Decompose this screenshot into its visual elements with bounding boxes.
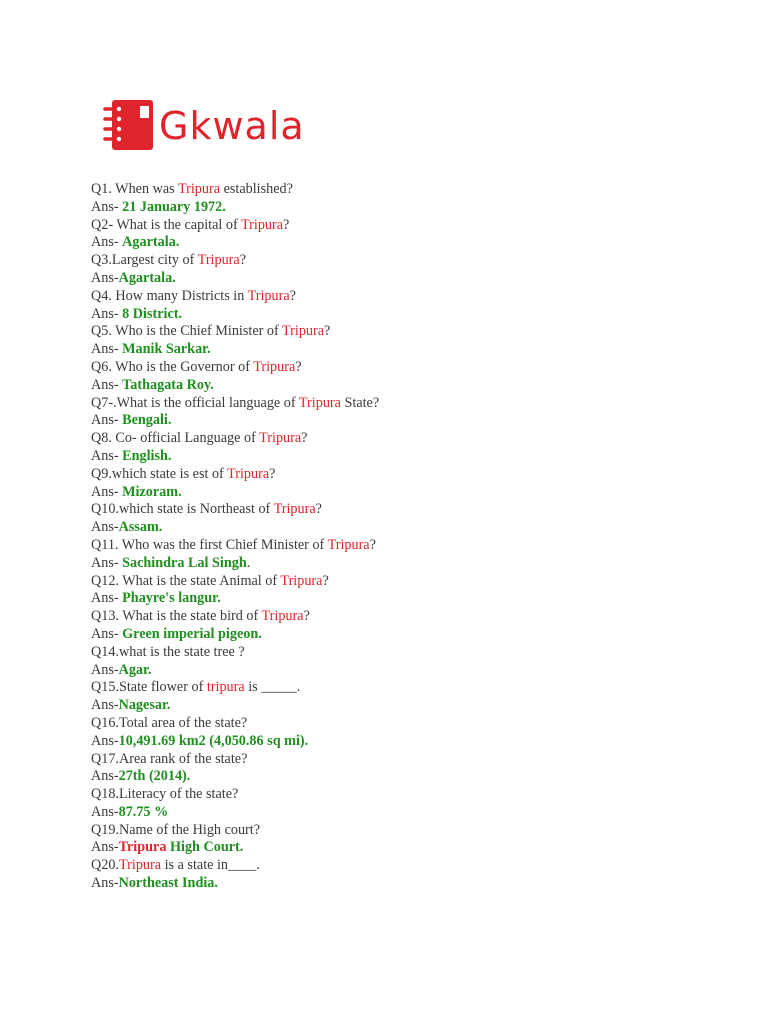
question-text: Q1. When was <box>91 181 178 197</box>
question-text-end: ? <box>289 287 296 304</box>
answer-9 <box>91 484 731 502</box>
answer-prefix: Ans- <box>91 554 123 571</box>
question-10 <box>91 501 731 519</box>
answer-16 <box>91 733 731 751</box>
answer-10 <box>91 519 731 537</box>
answer-text: High Court. <box>166 839 244 856</box>
question-text-end: State? <box>340 394 380 411</box>
question-text: Q9.which state is est of <box>91 465 228 482</box>
qa-list <box>91 181 731 893</box>
answer-15 <box>91 697 731 715</box>
question-text-end: ? <box>303 608 310 625</box>
answer-text: Agartala. <box>118 269 176 286</box>
question-text: Q2- What is the capital of <box>91 216 241 233</box>
question-state-name: Tripura <box>280 572 323 589</box>
answer-suffix: . <box>246 554 251 571</box>
question-state-name: Tripura <box>261 608 304 625</box>
answer-text: Nagesar. <box>118 697 171 714</box>
question-11 <box>91 537 731 555</box>
answer-text: Tathagata Roy. <box>122 376 214 393</box>
question-state-name: Tripura <box>247 287 290 304</box>
question-text-end: is _____. <box>244 679 301 696</box>
question-text-end: ? <box>369 536 376 553</box>
question-text-end: ? <box>301 430 308 447</box>
answer-text: 87.75 % <box>118 803 169 820</box>
question-text-end: ? <box>269 465 276 482</box>
answer-prefix: Ans- <box>91 661 119 678</box>
answer-prefix: Ans- <box>91 305 123 322</box>
answer-4 <box>91 306 731 324</box>
question-8 <box>91 430 731 448</box>
answer-5 <box>91 341 731 359</box>
question-text: Q4. How many Districts in <box>91 287 248 304</box>
answer-prefix: Ans- <box>91 234 123 251</box>
question-4 <box>91 288 731 306</box>
answer-prefix: Ans- <box>91 447 123 464</box>
question-7 <box>91 395 731 413</box>
question-3 <box>91 252 731 270</box>
question-text-end: ? <box>324 323 331 340</box>
answer-13 <box>91 626 731 644</box>
question-15 <box>91 679 731 697</box>
question-text: Q19.Name of the High court? <box>91 821 261 838</box>
question-text: Q13. What is the state bird of <box>91 608 262 625</box>
answer-text: English. <box>122 447 172 464</box>
question-state-name: Tripura <box>259 430 302 447</box>
question-text: Q18.Literacy of the state? <box>91 786 239 803</box>
question-text: Q12. What is the state Animal of <box>91 572 281 589</box>
answer-prefix: Ans- <box>91 269 119 286</box>
question-text: Q7-.What is the official language of <box>91 394 299 411</box>
question-17 <box>91 751 731 769</box>
question-state-name: Tripura <box>177 181 221 197</box>
answer-prefix: Ans- <box>91 803 119 820</box>
question-state-name: tripura <box>206 679 245 696</box>
answer-7 <box>91 412 731 430</box>
answer-text: Sachindra Lal Singh <box>122 554 247 571</box>
question-state-name: Tripura <box>197 252 240 269</box>
question-state-name: Tripura <box>118 857 162 874</box>
question-20 <box>91 857 731 875</box>
answer-state-name: Tripura <box>118 839 167 856</box>
answer-8 <box>91 448 731 466</box>
answer-text: Mizoram. <box>122 483 182 500</box>
question-text-end: is a state in____. <box>161 857 260 874</box>
question-text-end: ? <box>322 572 329 589</box>
answer-text: 27th (2014). <box>118 768 191 785</box>
question-text: Q3.Largest city of <box>91 252 198 269</box>
question-13 <box>91 608 731 626</box>
answer-prefix: Ans- <box>91 590 123 607</box>
answer-text: Green imperial pigeon. <box>122 625 262 642</box>
question-9 <box>91 466 731 484</box>
answer-prefix: Ans- <box>91 412 123 429</box>
answer-19 <box>91 839 731 857</box>
answer-prefix: Ans- <box>91 697 119 714</box>
question-text: Q10.which state is Northeast of <box>91 501 274 518</box>
answer-text: Assam. <box>118 519 163 536</box>
notebook-icon <box>103 97 159 153</box>
question-text-end: established? <box>220 181 293 197</box>
answer-text: Agartala. <box>122 234 180 251</box>
question-state-name: Tripura <box>327 536 370 553</box>
question-1 <box>91 181 731 199</box>
answer-prefix: Ans- <box>91 768 119 785</box>
answer-20 <box>91 875 731 893</box>
question-12 <box>91 573 731 591</box>
answer-18 <box>91 804 731 822</box>
question-state-name: Tripura <box>298 394 341 411</box>
question-state-name: Tripura <box>253 358 296 375</box>
question-text: Q5. Who is the Chief Minister of <box>91 323 282 340</box>
question-text-end: ? <box>283 216 290 233</box>
question-text: Q15.State flower of <box>91 679 207 696</box>
question-text: Q6. Who is the Governor of <box>91 358 254 375</box>
question-18 <box>91 786 731 804</box>
logo-text: Gkwala <box>159 104 305 148</box>
question-state-name: Tripura <box>227 465 270 482</box>
answer-prefix: Ans- <box>91 625 123 642</box>
answer-text: Manik Sarkar. <box>122 341 211 358</box>
answer-14 <box>91 662 731 680</box>
question-16 <box>91 715 731 733</box>
question-14 <box>91 644 731 662</box>
question-text: Q17.Area rank of the state? <box>91 750 248 767</box>
question-state-name: Tripura <box>282 323 325 340</box>
answer-text: 10,491.69 km2 (4,050.86 sq mi). <box>118 732 309 749</box>
question-text: Q16.Total area of the state? <box>91 714 248 731</box>
question-state-name: Tripura <box>273 501 316 518</box>
answer-2 <box>91 234 731 252</box>
answer-prefix: Ans- <box>91 198 123 215</box>
gkwala-logo <box>103 97 305 153</box>
answer-3 <box>91 270 731 288</box>
answer-6 <box>91 377 731 395</box>
question-text-end: ? <box>315 501 322 518</box>
answer-text: Phayre's langur. <box>122 590 221 607</box>
answer-text: Agar. <box>118 661 152 678</box>
answer-prefix: Ans- <box>91 839 119 856</box>
answer-prefix: Ans- <box>91 732 119 749</box>
answer-prefix: Ans- <box>91 341 123 358</box>
answer-11 <box>91 555 731 573</box>
answer-text: 8 District. <box>122 305 183 322</box>
question-text: Q20. <box>91 857 119 874</box>
question-6 <box>91 359 731 377</box>
question-text: Q8. Co- official Language of <box>91 430 260 447</box>
question-text-end: ? <box>239 252 247 269</box>
answer-17 <box>91 768 731 786</box>
answer-prefix: Ans- <box>91 875 119 892</box>
question-text: Q11. Who was the first Chief Minister of <box>91 536 328 553</box>
answer-prefix: Ans- <box>91 519 119 536</box>
question-2 <box>91 217 731 235</box>
answer-12 <box>91 590 731 608</box>
answer-text: Northeast India. <box>118 875 218 892</box>
answer-prefix: Ans- <box>91 483 123 500</box>
question-5 <box>91 323 731 341</box>
answer-text: Bengali. <box>122 412 172 429</box>
answer-prefix: Ans- <box>91 376 123 393</box>
answer-text: 21 January 1972. <box>122 198 226 215</box>
question-text: Q14.what is the state tree ? <box>91 643 245 660</box>
question-19 <box>91 822 731 840</box>
question-text-end: ? <box>295 358 302 375</box>
question-state-name: Tripura <box>240 216 284 233</box>
answer-1 <box>91 199 731 217</box>
